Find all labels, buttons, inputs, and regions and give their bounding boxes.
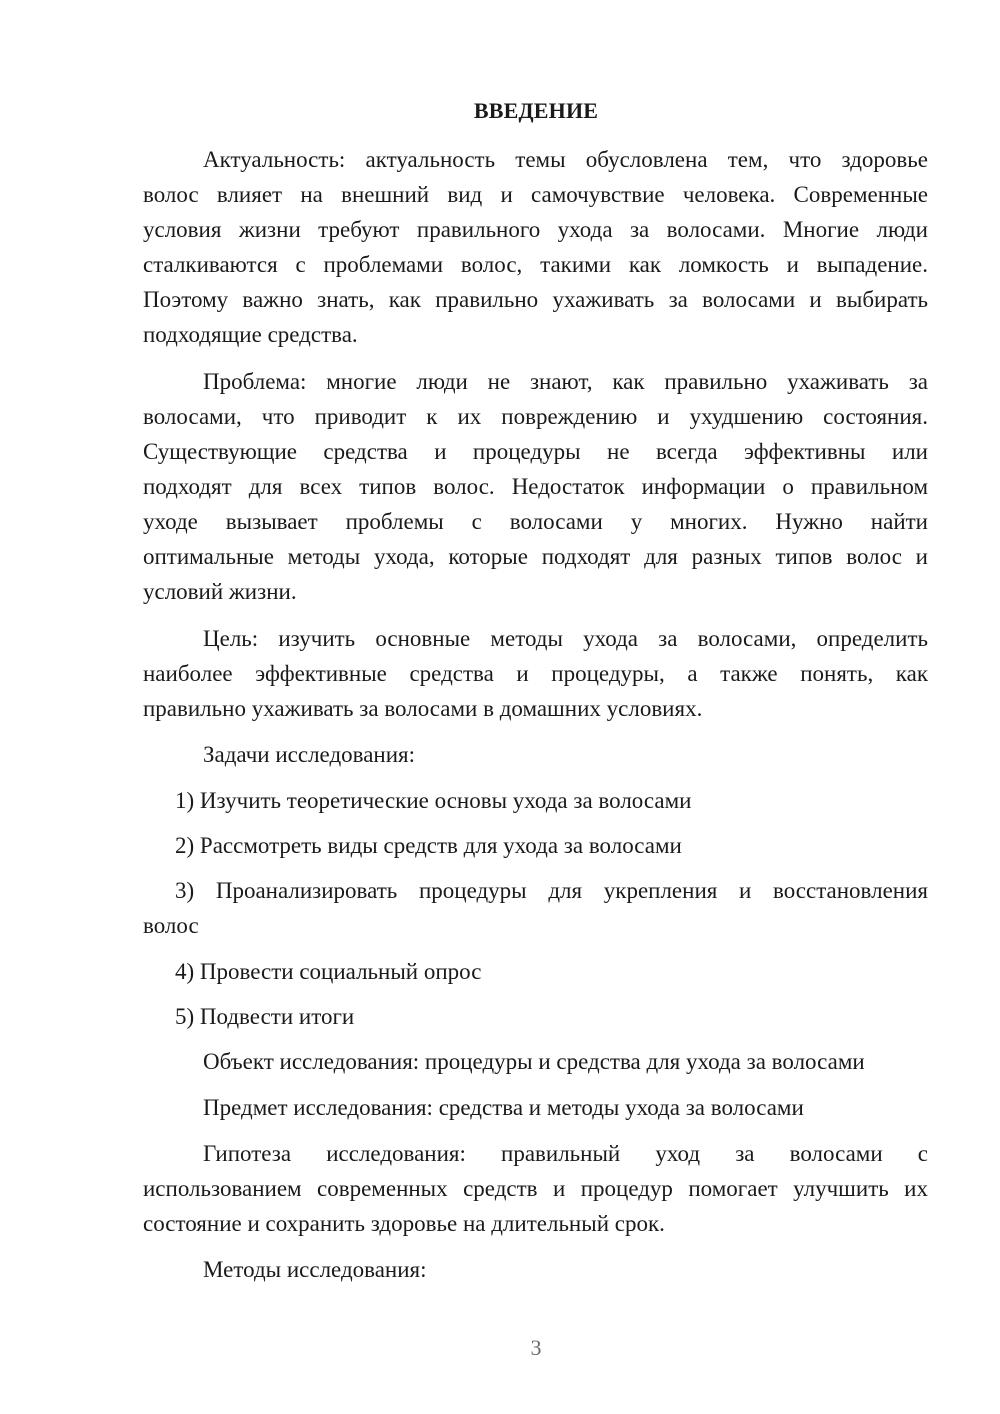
text-line: 3) Проанализировать процедуры для укрепления и восстановления — [175, 878, 928, 903]
text-line: Актуальность: актуальность темы обусловлена тем, что здоровье — [203, 147, 928, 172]
text-line: Поэтому важно знать, как правильно ухаживать за волосами и выбирать — [143, 287, 928, 312]
text-line: сталкиваются с проблемами волос, такими как ломкость и выпадение. — [143, 252, 928, 277]
section-title: ВВЕДЕНИЕ — [473, 98, 599, 123]
text-line: волосами, что приводит к их повреждению и ухудшению состояния. — [143, 404, 928, 429]
relevance-paragraph — [143, 142, 928, 352]
text-line: условия жизни требуют правильного ухода за волосами. Многие люди — [143, 217, 928, 242]
task-item-1: 1) Изучить теоретические основы ухода за волосами — [175, 788, 692, 813]
text-line: волос влияет на внешний вид и самочувствие человека. Современные — [143, 182, 928, 207]
task-item-3 — [143, 873, 928, 943]
task-item-4: 4) Провести социальный опрос — [175, 959, 482, 984]
text-line: Проблема: многие люди не знают, как правильно ухаживать за — [203, 369, 928, 394]
problem-paragraph — [143, 364, 928, 609]
text-line: наиболее эффективные средства и процедуры, а также понять, как — [143, 661, 928, 686]
text-line: уходе вызывает проблемы с волосами у многих. Нужно найти — [143, 509, 928, 534]
tasks-heading: Задачи исследования: — [203, 742, 416, 767]
text-line: подходят для всех типов волос. Недостаток информации о правильном — [143, 474, 928, 499]
text-line: использованием современных средств и процедур помогает улучшить их — [143, 1176, 928, 1201]
task-item-5: 5) Подвести итоги — [175, 1004, 355, 1029]
text-line: Гипотеза исследования: правильный уход за волосами с — [203, 1141, 928, 1166]
research-subject: Предмет исследования: средства и методы ухода за волосами — [203, 1095, 804, 1120]
text-line: Существующие средства и процедуры не всегда эффективны или — [143, 439, 928, 464]
text-line: условий жизни. — [143, 579, 297, 604]
methods-heading: Методы исследования: — [203, 1257, 427, 1282]
text-line: подходящие средства. — [143, 322, 358, 347]
hypothesis-paragraph — [143, 1136, 928, 1241]
research-object: Объект исследования: процедуры и средства для ухода за волосами — [203, 1049, 865, 1074]
text-line: волос — [143, 913, 199, 938]
text-line: состояние и сохранить здоровье на длительный срок. — [143, 1211, 665, 1236]
text-line: правильно ухаживать за волосами в домашних условиях. — [143, 696, 703, 721]
text-line: оптимальные методы ухода, которые подходят для разных типов волос и — [143, 544, 928, 569]
goal-paragraph — [143, 621, 928, 726]
text-line: Цель: изучить основные методы ухода за волосами, определить — [203, 626, 928, 651]
task-item-2: 2) Рассмотреть виды средств для ухода за волосами — [175, 833, 682, 858]
page-number: 3 — [530, 1335, 542, 1360]
